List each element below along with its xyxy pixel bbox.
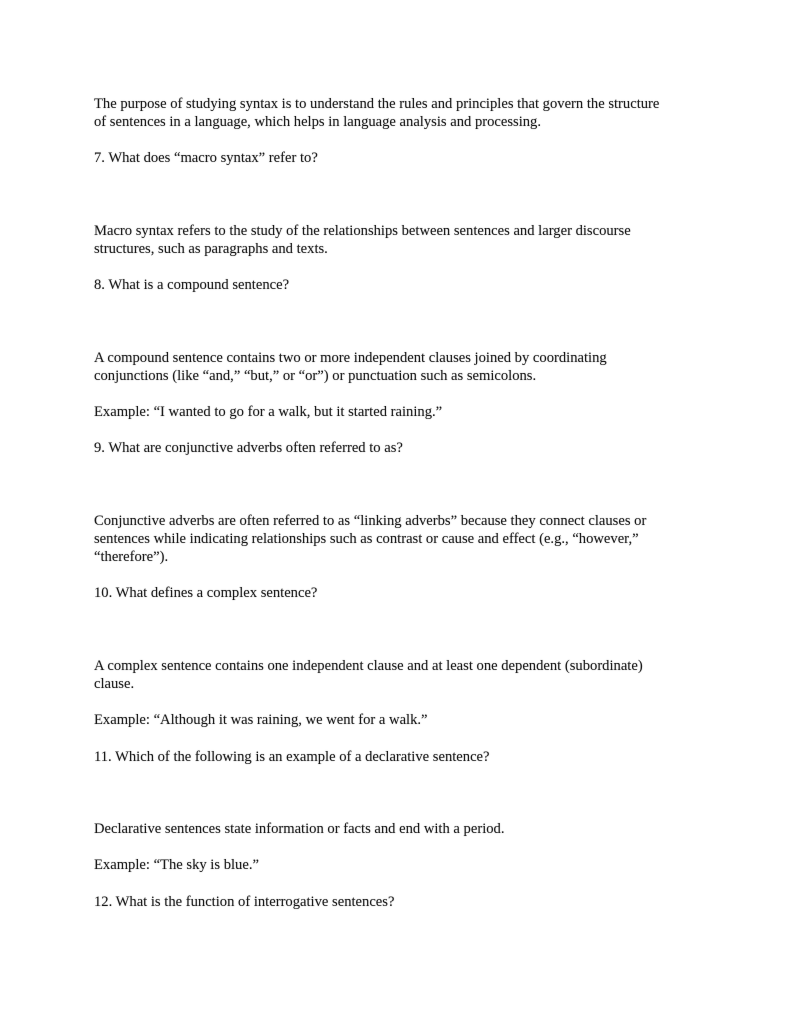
answer-text-line: Declarative sentences state information or facts and end with a period. <box>94 821 505 837</box>
question-heading: 8. What is a compound sentence? <box>94 277 290 293</box>
example-text: Example: “I wanted to go for a walk, but it started raining.” <box>94 404 443 420</box>
answer-text-line: A complex sentence contains one independent clause and at least one dependent (subordinate) <box>94 658 643 674</box>
answer-text-line: clause. <box>94 676 135 692</box>
answer-text-line: A compound sentence contains two or more independent clauses joined by coordinating <box>94 350 607 366</box>
answer-text-line: “therefore”). <box>94 549 169 565</box>
example-text: Example: “The sky is blue.” <box>94 857 259 873</box>
answer-text-line: of sentences in a language, which helps in language analysis and processing. <box>94 114 542 130</box>
answer-text-line: Macro syntax refers to the study of the relationships between sentences and larger discourse <box>94 223 631 239</box>
answer-text-line: conjunctions (like “and,” “but,” or “or”) or punctuation such as semicolons. <box>94 368 537 384</box>
answer-text-line: sentences while indicating relationships such as contrast or cause and effect (e.g., “however,” <box>94 531 639 547</box>
answer-text-line: Conjunctive adverbs are often referred to as “linking adverbs” because they connect clauses or <box>94 513 647 529</box>
question-heading: 12. What is the function of interrogative sentences? <box>94 894 395 910</box>
example-text: Example: “Although it was raining, we went for a walk.” <box>94 712 428 728</box>
question-heading: 10. What defines a complex sentence? <box>94 585 318 601</box>
question-heading: 11. Which of the following is an example of a declarative sentence? <box>94 749 490 765</box>
answer-text-line: The purpose of studying syntax is to understand the rules and principles that govern the structure <box>94 96 660 112</box>
answer-text-line: structures, such as paragraphs and texts. <box>94 241 328 257</box>
question-heading: 7. What does “macro syntax” refer to? <box>94 150 318 166</box>
question-heading: 9. What are conjunctive adverbs often referred to as? <box>94 440 403 456</box>
